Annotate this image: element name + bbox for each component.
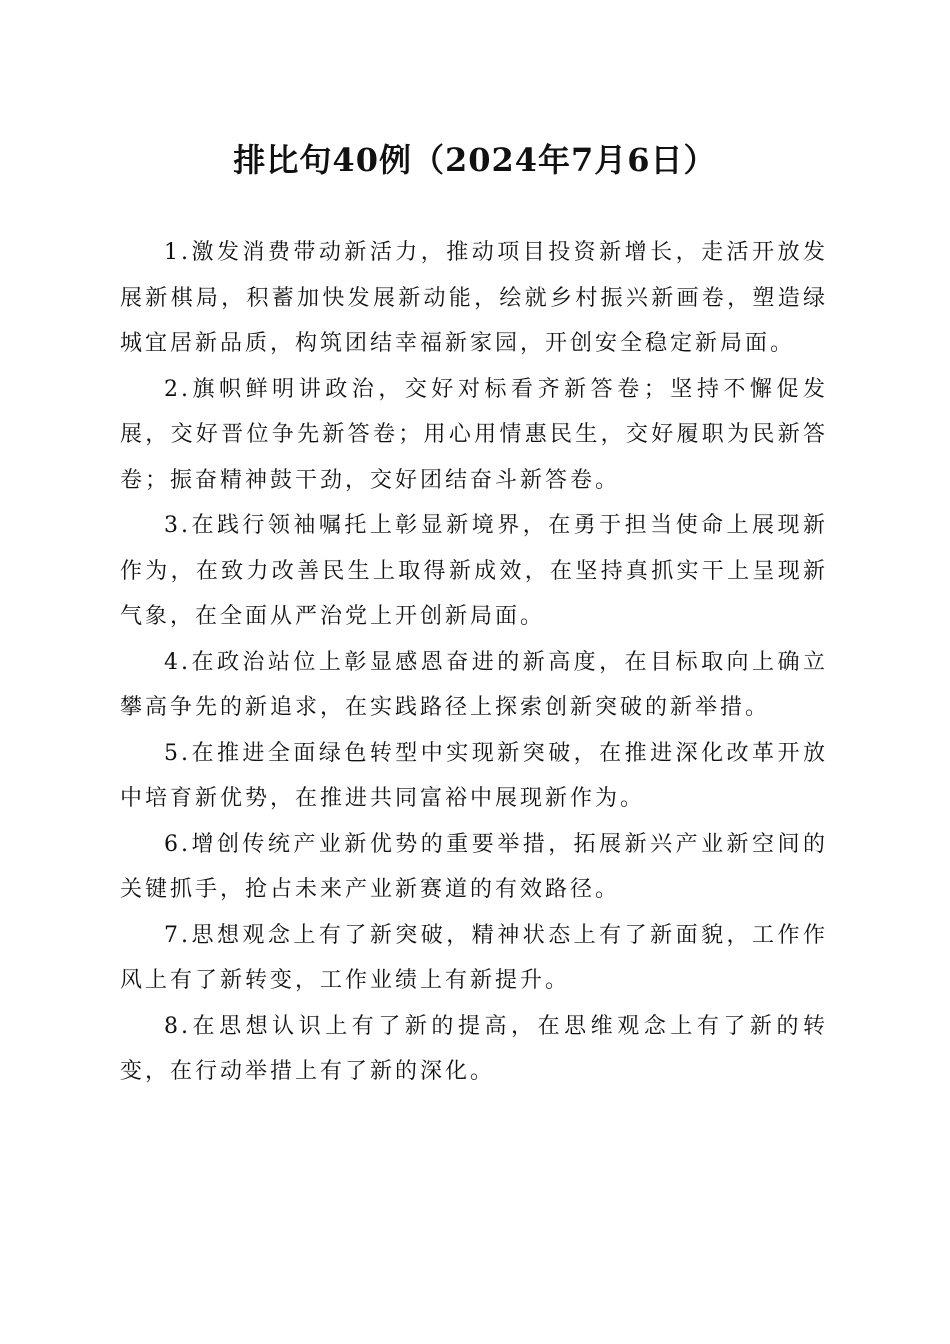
- paragraph-6: 6.增创传统产业新优势的重要举措，拓展新兴产业新空间的关键抓手，抢占未来产业新赛道的有效路径。: [120, 831, 828, 902]
- paragraph-7: 7.思想观念上有了新突破，精神状态上有了新面貌，工作作风上有了新转变，工作业绩上有新提升。: [120, 922, 828, 993]
- paragraph-1: 1.激发消费带动新活力，推动项目投资新增长，走活开放发展新棋局，积蓄加快发展新动能，绘就乡村振兴新画卷，塑造绿城宜居新品质，构筑团结幸福新家园，开创安全稳定新局面。: [120, 240, 828, 356]
- document-title: 排比句40例（2024年7月6日）: [233, 141, 717, 179]
- paragraph-3: 3.在践行领袖嘱托上彰显新境界，在勇于担当使命上展现新作为，在致力改善民生上取得新成效，在坚持真抓实干上呈现新气象，在全面从严治党上开创新局面。: [120, 513, 828, 629]
- document-body: [120, 230, 828, 1095]
- paragraph-8: 8.在思想认识上有了新的提高，在思维观念上有了新的转变，在行动举措上有了新的深化。: [120, 1013, 828, 1084]
- paragraph-4: 4.在政治站位上彰显感恩奋进的新高度，在目标取向上确立攀高争先的新追求，在实践路径上探索创新突破的新举措。: [120, 649, 828, 720]
- paragraph-2: 2.旗帜鲜明讲政治，交好对标看齐新答卷；坚持不懈促发展，交好晋位争先新答卷；用心用情惠民生，交好履职为民新答卷；振奋精神鼓干劲，交好团结奋斗新答卷。: [120, 376, 828, 493]
- paragraph-5: 5.在推进全面绿色转型中实现新突破，在推进深化改革开放中培育新优势，在推进共同富裕中展现新作为。: [120, 740, 828, 811]
